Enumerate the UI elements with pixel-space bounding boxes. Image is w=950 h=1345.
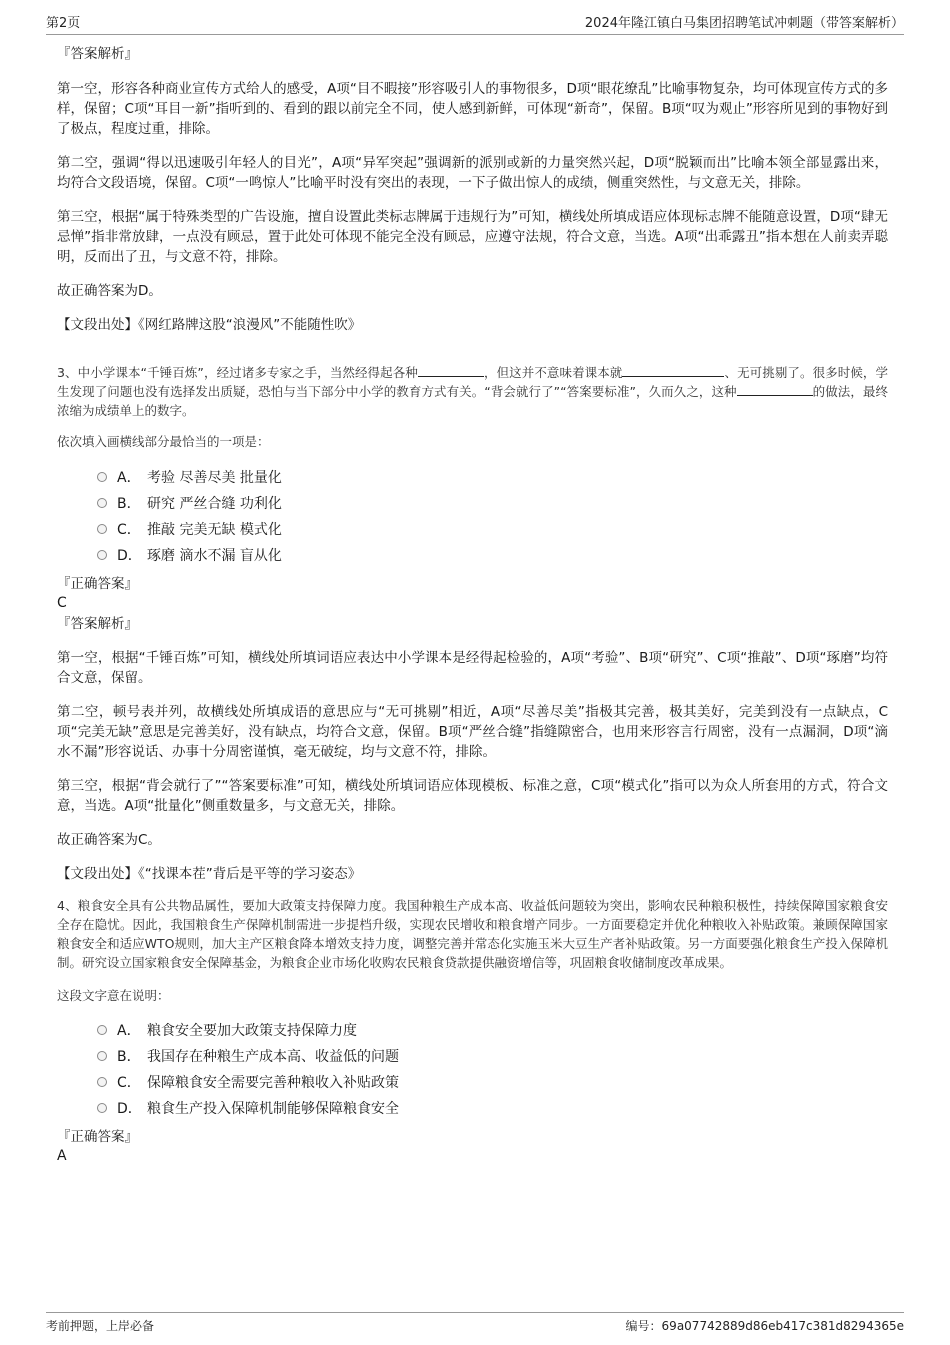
correct-answer: C: [57, 595, 67, 611]
conclusion: 故正确答案为D。: [57, 283, 162, 299]
option-a[interactable]: A． 考验 尽善尽美 批量化: [97, 464, 888, 490]
radio-icon[interactable]: [97, 1077, 107, 1087]
question-4-text: 4、粮食安全具有公共物品属性，要加大政策支持保障力度。我国种粮生产成本高、收益低问题较为突出，影响农民种粮积极性，持续保障国家粮食安全存在隐忧。因此，我国粮食生产保障机制需进一步提档升级，实现农民增收和粮食增产同步。一方面要稳定并优化种粮收入补贴政策。兼顾保障国家粮食安全和适应WTO规则，加大主产区粮食降本增效支持力度，调整完善并常态化实施玉米大豆生产者补贴政策。另一方面要强化粮食生产投入保障机制。研究设立国家粮食安全保障基金，为粮食企业市场化收购农民粮食贷款提供融资增信等，巩固粮食收储制度改革成果。: [57, 898, 888, 970]
fill-blank: [622, 364, 724, 377]
analysis-label: 『答案解析』: [57, 46, 138, 62]
answer-options: [97, 464, 888, 568]
document-id: 编号：69a07742889d86eb417c381d8294365e: [625, 1318, 904, 1333]
question-prompt: 依次填入画横线部分最恰当的一项是：: [57, 434, 270, 449]
page-content: [57, 44, 888, 1165]
correct-answer: A: [57, 1148, 67, 1164]
document-title: 2024年隆江镇白马集团招聘笔试冲刺题（带答案解析）: [584, 16, 904, 31]
analysis-paragraph: 第三空，根据“属于特殊类型的广告设施，擅自设置此类标志牌属于违规行为”可知，横线处所填成语应体现标志牌不能随意设置，D项“肆无忌惮”指非常放肆，一点没有顾忌，置于此处可体现不能完全没有顾忌，应遵守法规，符合文意，当选。A项“出乖露丑”指本想在人前卖弄聪明，反而出了丑，与文意不符，排除。: [57, 209, 888, 265]
radio-icon[interactable]: [97, 498, 107, 508]
page-header: [46, 12, 904, 35]
analysis-paragraph: 第三空，根据“背会就行了”“答案要标准”可知，横线处所填词语应体现模板、标准之意，C项“模式化”指可以为众人所套用的方式，符合文意，当选。A项“批量化”侧重数量多，与文意无关，排除。: [57, 778, 888, 814]
analysis-paragraph: 第一空，根据“千锤百炼”可知，横线处所填词语应表达中小学课本是经得起检验的，A项“考验”、B项“研究”、C项“推敲”、D项“琢磨”均符合文意，保留。: [57, 650, 888, 686]
fill-blank: [418, 364, 484, 377]
radio-icon[interactable]: [97, 524, 107, 534]
analysis-paragraph: 第二空，顿号表并列，故横线处所填成语的意思应与“无可挑剔”相近，A项“尽善尽美”指极其完善，极其美好，完美到没有一点缺点，C项“完美无缺”意思是完善美好，没有缺点，均符合文意，保留。B项“严丝合缝”指缝隙密合，也用来形容言行周密，没有一点漏洞，D项“滴水不漏”形容说话、办事十分周密谨慎，毫无破绽，均与文意不符，排除。: [57, 704, 888, 760]
question-prompt: 这段文字意在说明：: [57, 988, 170, 1003]
fill-blank: [799, 383, 813, 396]
analysis-paragraph: 第一空，形容各种商业宣传方式给人的感受，A项“目不暇接”形容吸引人的事物很多，D项“眼花缭乱”比喻事物复杂，均可体现宣传方式的多样，保留；C项“耳目一新”指听到的、看到的跟以前完全不同，使人感到新鲜，可体现“新奇”，保留。B项“叹为观止”形容所见到的事物好到了极点，程度过重，排除。: [57, 81, 888, 137]
option-c[interactable]: C． 保障粮食安全需要完善种粮收入补贴政策: [97, 1069, 888, 1095]
page-footer: [46, 1312, 904, 1337]
passage-source: 【文段出处】《“找课本茬”背后是平等的学习姿态》: [57, 866, 362, 882]
option-d[interactable]: D． 粮食生产投入保障机制能够保障粮食安全: [97, 1095, 888, 1121]
correct-answer-label: 『正确答案』: [57, 1129, 138, 1145]
answer-options: [97, 1017, 888, 1121]
option-b[interactable]: B． 研究 严丝合缝 功利化: [97, 490, 888, 516]
analysis-label: 『答案解析』: [57, 616, 138, 632]
passage-source: 【文段出处】《网红路牌这股“浪漫风”不能随性吹》: [57, 317, 362, 333]
radio-icon[interactable]: [97, 472, 107, 482]
radio-icon[interactable]: [97, 1103, 107, 1113]
conclusion: 故正确答案为C。: [57, 832, 161, 848]
option-b[interactable]: B． 我国存在种粮生产成本高、收益低的问题: [97, 1043, 888, 1069]
analysis-paragraph: 第二空，强调“得以迅速吸引年轻人的目光”，A项“异军突起”强调新的派别或新的力量突然兴起，D项“脱颖而出”比喻本领全部显露出来，均符合文段语境，保留。C项“一鸣惊人”比喻平时没有突出的表现，一下子做出惊人的成绩，侧重突然性，与文意无关，排除。: [57, 155, 888, 191]
radio-icon[interactable]: [97, 550, 107, 560]
option-c[interactable]: C． 推敲 完美无缺 模式化: [97, 516, 888, 542]
radio-icon[interactable]: [97, 1025, 107, 1035]
question-3-text: 3、中小学课本“千锤百炼”，经过诸多专家之手，当然经得起各种 ，但这并不意味着课本就 、无可挑剔了。很多时候，学生发现了问题也没有选择发出质疑，恐怕与当下部分中小学的教育方式有关。“背会就行了”“答案要标准”，久而久之，这种 的做法，最终浓缩为成绩单上的数字。: [57, 365, 888, 418]
correct-answer-label: 『正确答案』: [57, 576, 138, 592]
page-number: 第2页: [46, 16, 81, 31]
radio-icon[interactable]: [97, 1051, 107, 1061]
footer-slogan: 考前押题，上岸必备: [46, 1318, 155, 1333]
option-d[interactable]: D． 琢磨 滴水不漏 盲从化: [97, 542, 888, 568]
option-a[interactable]: A． 粮食安全要加大政策支持保障力度: [97, 1017, 888, 1043]
fill-blank: [737, 383, 799, 396]
